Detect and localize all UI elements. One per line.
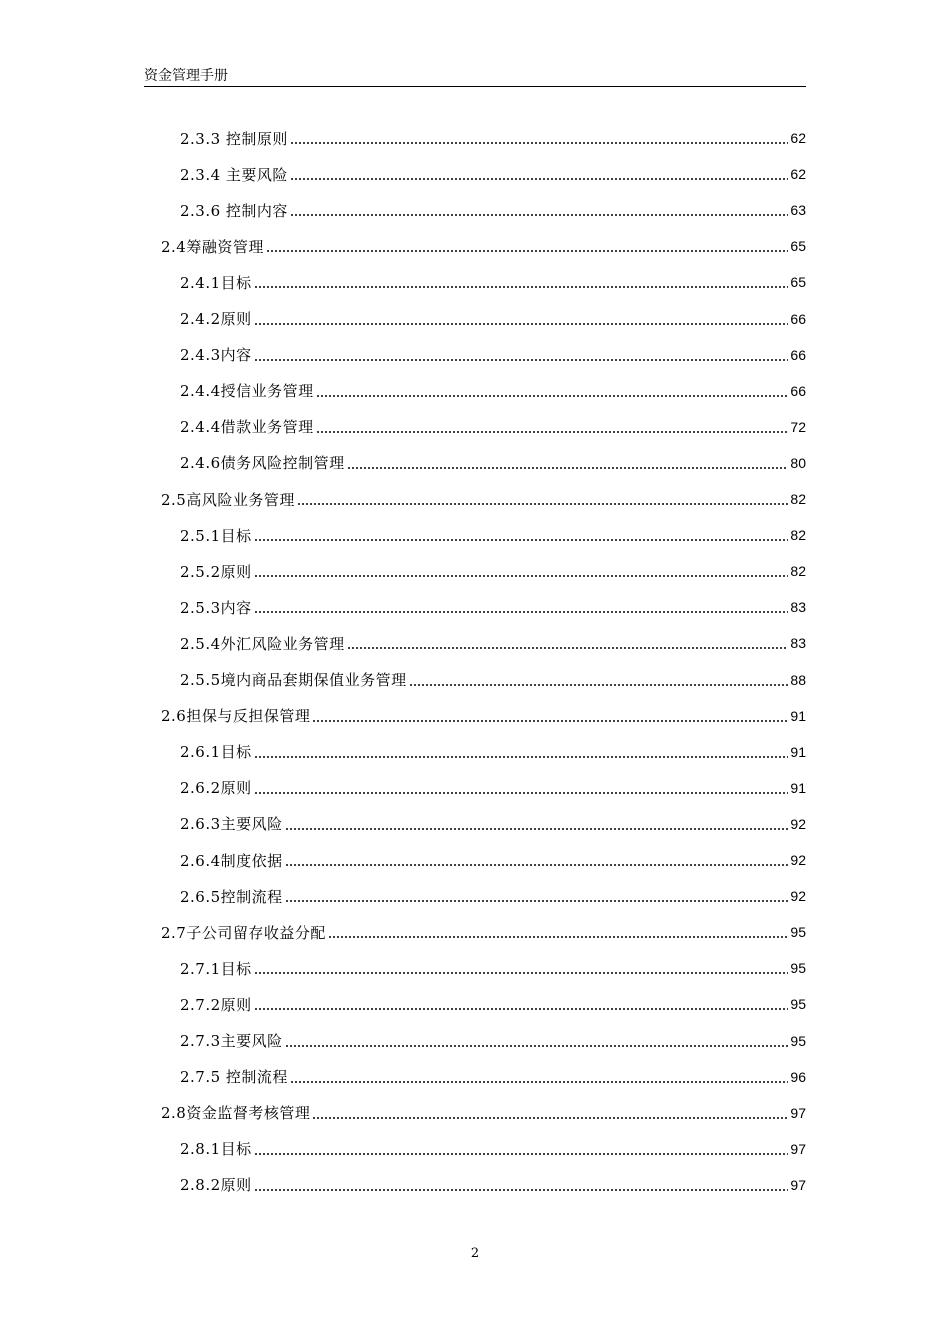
toc-entry[interactable] — [180, 734, 806, 770]
toc-dot-leader — [254, 792, 789, 794]
toc-entry-title: 2.7子公司留存收益分配 — [161, 923, 326, 942]
page-number: 2 — [470, 1246, 480, 1261]
toc-dot-leader — [266, 250, 789, 252]
toc-entry[interactable] — [180, 950, 806, 986]
toc-entry-title: 2.3.4 主要风险 — [180, 165, 288, 184]
toc-dot-leader — [254, 575, 789, 577]
toc-dot-leader — [254, 611, 789, 613]
toc-entry-page: 95 — [790, 924, 806, 941]
toc-entry-title: 2.8.1目标 — [180, 1140, 252, 1159]
toc-dot-leader — [254, 1189, 789, 1191]
toc-entry-title: 2.5.1目标 — [180, 526, 252, 545]
toc-entry-page: 91 — [790, 779, 806, 796]
toc-entry-page: 88 — [790, 671, 806, 688]
toc-entry-page: 91 — [790, 707, 806, 724]
toc-entry-page: 65 — [790, 238, 806, 255]
toc-dot-leader — [409, 684, 789, 686]
toc-dot-leader — [347, 467, 789, 469]
toc-entry[interactable] — [180, 445, 806, 481]
toc-entry-title: 2.4.2原则 — [180, 310, 252, 328]
toc-entry-page: 66 — [790, 310, 806, 327]
toc-dot-leader — [312, 1117, 788, 1119]
toc-entry[interactable] — [180, 1023, 806, 1059]
toc-entry-page: 91 — [790, 743, 806, 760]
toc-entry-title: 2.4筹融资管理 — [161, 237, 264, 256]
toc-entry-title: 2.4.4授信业务管理 — [180, 382, 314, 401]
toc-dot-leader — [290, 214, 788, 216]
toc-entry-page: 62 — [790, 166, 806, 183]
toc-dot-leader — [290, 142, 788, 144]
header-title: 资金管理手册 — [144, 68, 228, 84]
toc-entry-page: 97 — [790, 1176, 806, 1193]
toc-entry[interactable] — [180, 842, 806, 878]
toc-entry[interactable] — [180, 770, 806, 806]
toc-dot-leader — [285, 864, 789, 866]
toc-entry[interactable] — [180, 1131, 806, 1167]
toc-dot-leader — [347, 647, 789, 649]
toc-entry-page: 66 — [790, 382, 806, 399]
toc-entry-title: 2.5.5境内商品套期保值业务管理 — [180, 671, 407, 689]
toc-entry-title: 2.7.1目标 — [180, 959, 252, 978]
toc-dot-leader — [254, 1153, 789, 1155]
page-header — [144, 66, 806, 87]
toc-dot-leader — [297, 503, 789, 505]
toc-entry-title: 2.3.6 控制内容 — [180, 201, 288, 220]
toc-entry-title: 2.5.4外汇风险业务管理 — [180, 634, 345, 653]
toc-entry[interactable] — [180, 373, 806, 409]
toc-entry-page: 83 — [790, 635, 806, 652]
toc-entry-title: 2.4.1目标 — [180, 273, 252, 292]
toc-dot-leader — [254, 972, 789, 974]
toc-entry[interactable] — [161, 914, 806, 950]
toc-entry-page: 95 — [790, 1032, 806, 1049]
toc-entry-page: 97 — [790, 1140, 806, 1157]
toc-entry[interactable] — [161, 698, 806, 734]
toc-entry-page: 82 — [790, 491, 806, 507]
toc-entry-title: 2.5高风险业务管理 — [161, 490, 295, 509]
toc-entry[interactable] — [161, 481, 806, 517]
toc-entry[interactable] — [180, 589, 806, 625]
toc-entry[interactable] — [180, 625, 806, 661]
toc-entry-page: 92 — [790, 815, 806, 832]
toc-dot-leader — [316, 431, 789, 433]
toc-entry[interactable] — [180, 264, 806, 300]
toc-entry-title: 2.4.6债务风险控制管理 — [180, 454, 345, 473]
toc-entry[interactable] — [180, 517, 806, 553]
toc-dot-leader — [285, 1045, 789, 1047]
toc-entry-title: 2.7.2原则 — [180, 995, 252, 1014]
toc-entry-title: 2.8资金监督考核管理 — [161, 1104, 311, 1123]
toc-entry-page: 66 — [790, 346, 806, 363]
toc-entry-page: 92 — [790, 888, 806, 905]
toc-dot-leader — [254, 756, 789, 758]
toc-entry-page: 65 — [790, 274, 806, 291]
toc-entry-title: 2.4.4借款业务管理 — [180, 418, 314, 437]
toc-entry-title: 2.5.3内容 — [180, 598, 252, 617]
toc-entry[interactable] — [180, 192, 806, 228]
toc-entry-page: 82 — [790, 527, 806, 544]
toc-entry[interactable] — [180, 806, 806, 842]
toc-entry[interactable] — [180, 553, 806, 589]
toc-entry-page: 97 — [790, 1104, 806, 1121]
toc-entry[interactable] — [180, 986, 806, 1022]
toc-entry-page: 95 — [790, 996, 806, 1013]
toc-entry-title: 2.6.3主要风险 — [180, 815, 283, 834]
toc-dot-leader — [285, 828, 789, 830]
toc-entry[interactable] — [180, 156, 806, 192]
toc-entry[interactable] — [180, 120, 806, 156]
toc-entry-page: 63 — [790, 202, 806, 219]
toc-entry-page: 95 — [790, 960, 806, 977]
toc-dot-leader — [312, 720, 788, 722]
toc-entry-page: 80 — [790, 454, 806, 471]
toc-entry-page: 92 — [790, 852, 806, 868]
toc-entry-title: 2.5.2原则 — [180, 562, 252, 581]
toc-entry-title: 2.6.4制度依据 — [180, 851, 283, 870]
toc-entry-page: 72 — [790, 418, 806, 435]
toc-entry-page: 83 — [790, 599, 806, 616]
toc-entry-title: 2.7.5 控制流程 — [180, 1068, 288, 1087]
toc-dot-leader — [328, 936, 789, 938]
toc-entry[interactable] — [180, 1059, 806, 1095]
toc-entry-page: 62 — [790, 130, 806, 146]
toc-dot-leader — [254, 1008, 789, 1010]
toc-entry[interactable] — [180, 878, 806, 914]
toc-entry-title: 2.4.3内容 — [180, 346, 252, 365]
toc-entry[interactable] — [161, 1095, 806, 1131]
toc-dot-leader — [290, 178, 788, 180]
toc-entry-title: 2.6.1目标 — [180, 743, 252, 762]
toc-entry[interactable] — [180, 662, 806, 698]
toc-dot-leader — [254, 539, 789, 541]
toc-entry-title: 2.7.3主要风险 — [180, 1032, 283, 1050]
toc-entry[interactable] — [180, 301, 806, 337]
toc-dot-leader — [254, 359, 789, 361]
toc-dot-leader — [285, 900, 789, 902]
toc-entry-title: 2.6.2原则 — [180, 779, 252, 798]
toc-entry-title: 2.6.5控制流程 — [180, 887, 283, 906]
toc-entry[interactable] — [161, 228, 806, 264]
toc-dot-leader — [254, 286, 789, 288]
toc-dot-leader — [316, 395, 789, 397]
toc-entry[interactable] — [180, 337, 806, 373]
toc-entry-title: 2.3.3 控制原则 — [180, 129, 288, 148]
toc-entry[interactable] — [180, 1167, 806, 1203]
toc-entry-title: 2.6担保与反担保管理 — [161, 707, 311, 726]
toc-entry-title: 2.8.2原则 — [180, 1176, 252, 1195]
toc-dot-leader — [254, 323, 789, 325]
toc-entry-page: 82 — [790, 563, 806, 580]
toc-entry-page: 96 — [790, 1068, 806, 1085]
toc-dot-leader — [290, 1081, 788, 1083]
toc-entry[interactable] — [180, 409, 806, 445]
